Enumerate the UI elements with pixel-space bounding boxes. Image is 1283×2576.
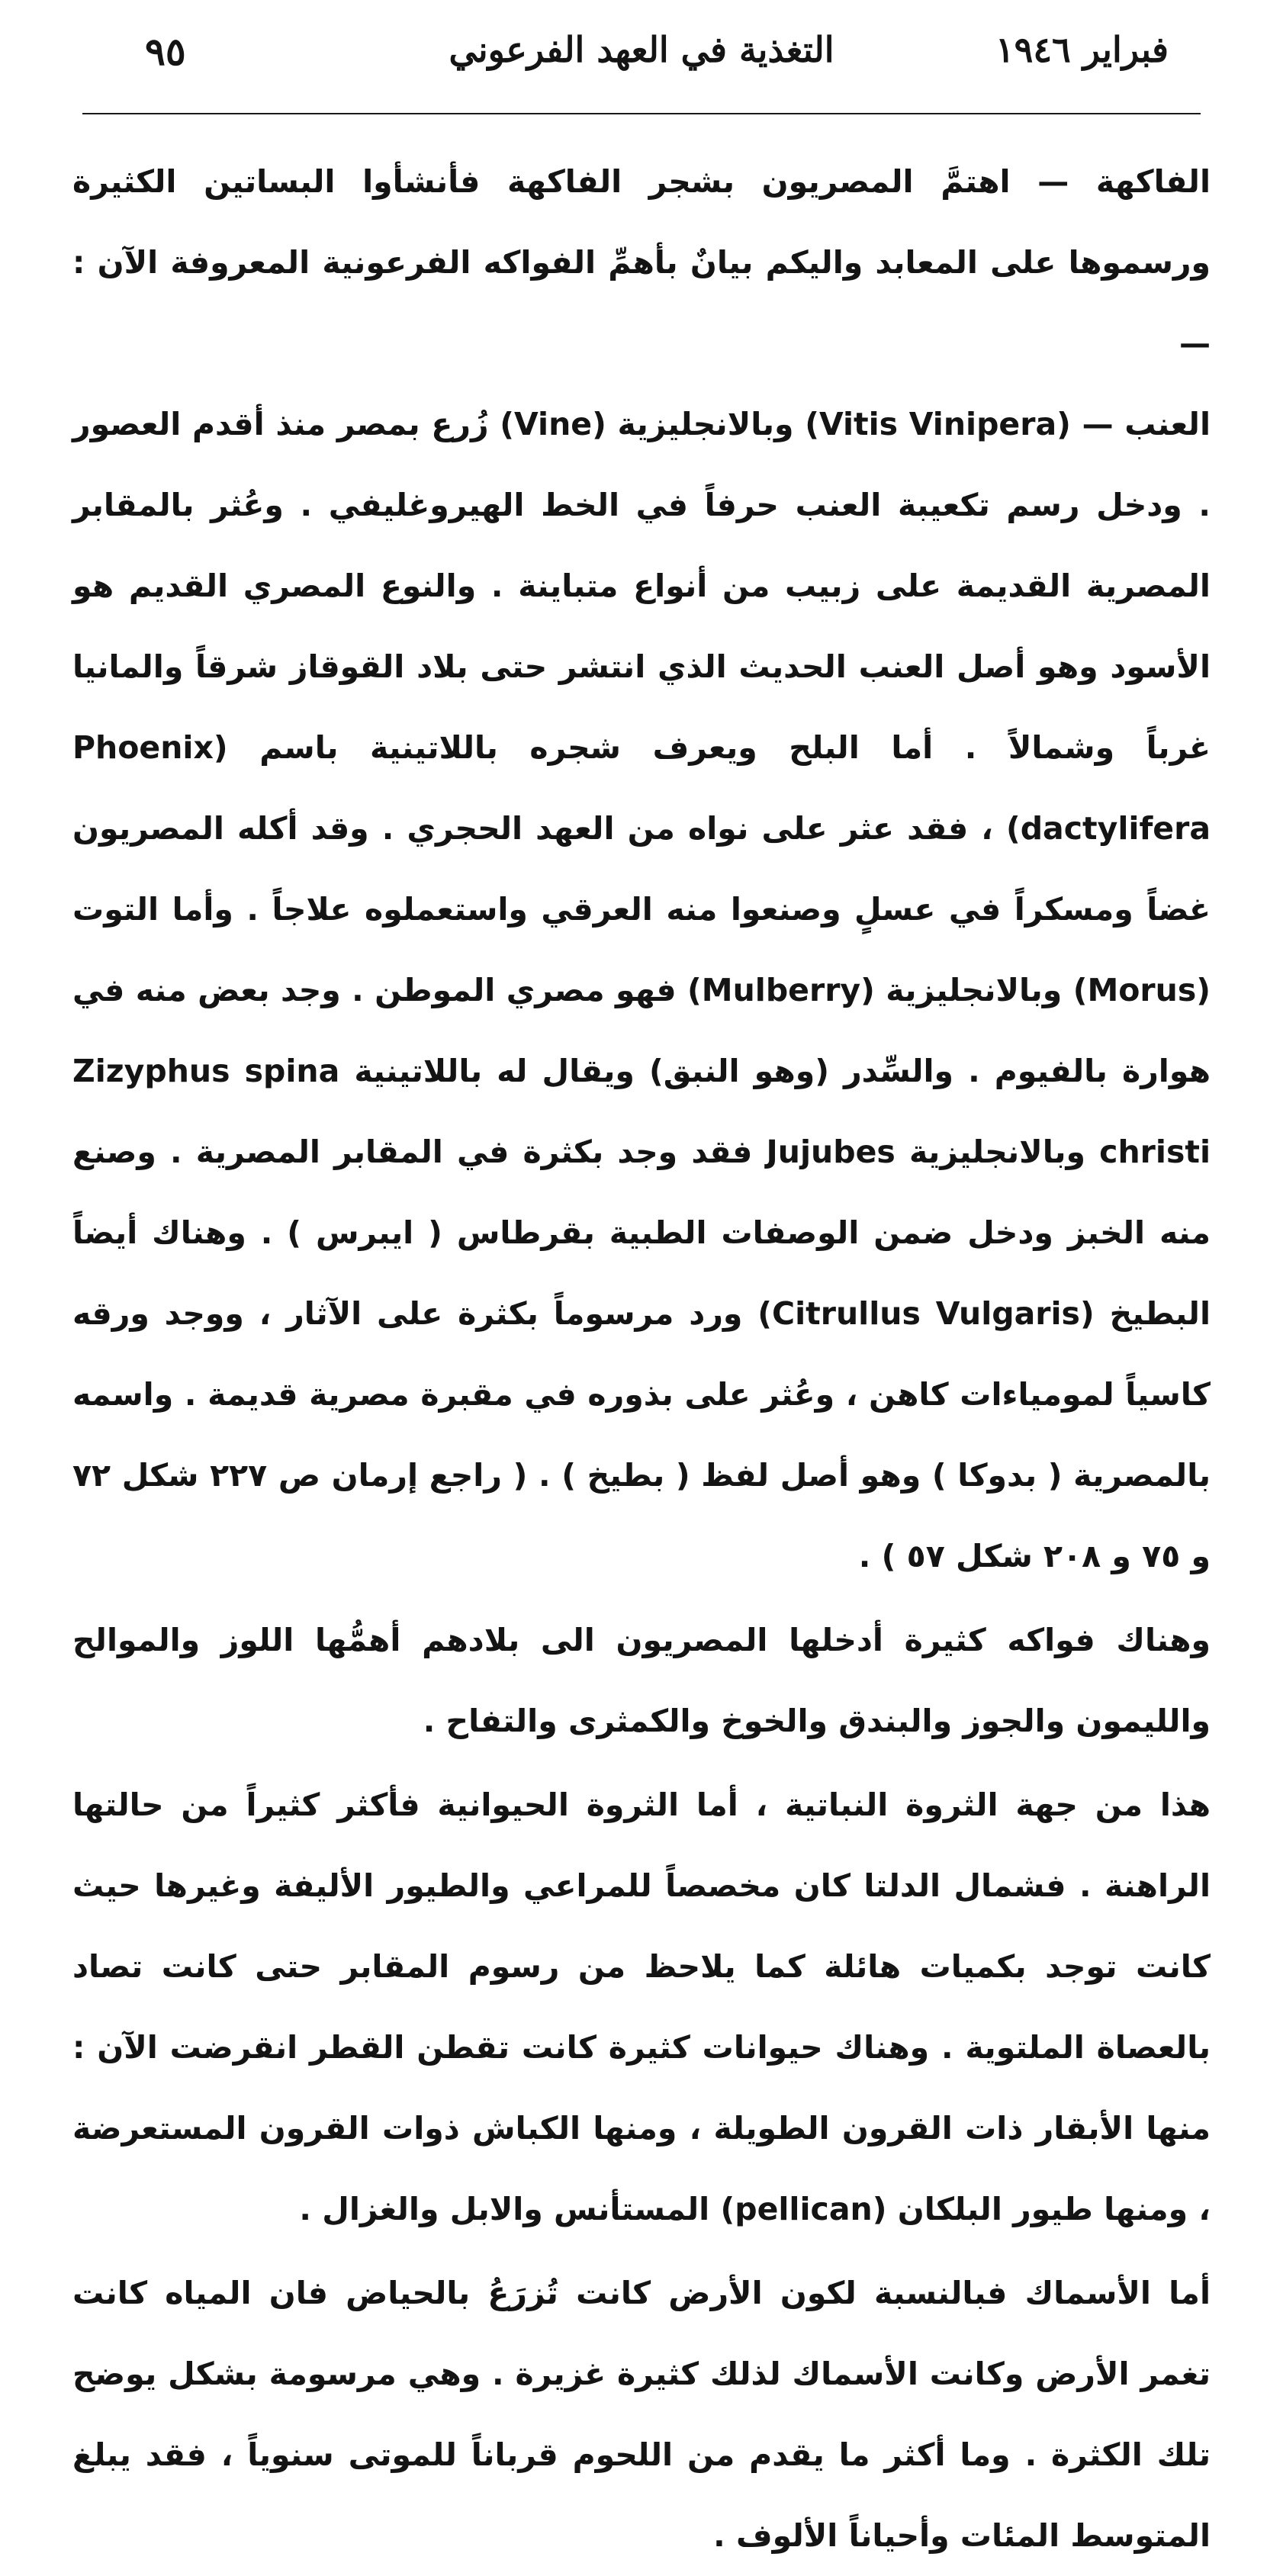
header-title: التغذية في العهد الفرعوني xyxy=(449,29,834,70)
header-divider xyxy=(82,113,1201,114)
article-body xyxy=(72,141,1211,2576)
paragraph-fish: أما الأسماك فبالنسبة لكون الأرض كانت تُزرَعُ بالحياض فان المياه كانت تغمر الأرض وكانت الأسماك لذلك كثيرة غزيرة . وهي مرسومة بشكل يوضح تلك الكثرة . وما أكثر ما يقدم من اللحوم قرباناً للموتى سنوياً ، فقد يبلغ المتوسط المئات وأحياناً الألوف . xyxy=(72,2275,1211,2554)
running-header xyxy=(114,29,1169,90)
page-number: ٩٥ xyxy=(145,29,186,74)
paragraph-imported-fruits: وهناك فواكه كثيرة أدخلها المصريون الى بلادهم أهمُّها اللوز والموالح والليمون والجوز والبندق والخوخ والكمثرى والتفاح . xyxy=(72,1622,1211,1739)
paragraph-animal-wealth: هذا من جهة الثروة النباتية ، أما الثروة الحيوانية فأكثر كثيراً من حالتها الراهنة . فشمال الدلتا كان مخصصاً للمراعي والطيور الأليفة وغيرها حيث كانت توجد بكميات هائلة كما يلاحظ من رسوم المقابر حتى كانت تصاد بالعصاة الملتوية . وهناك حيوانات كثيرة كانت تقطن القطر انقرضت الآن : منها الأبقار ذات القرون الطويلة ، ومنها الكباش ذوات القرون المستعرضة ، ومنها طيور البلكان (pellican) المستأنس والابل والغزال . xyxy=(72,1786,1211,2227)
header-date: فبراير ١٩٤٦ xyxy=(995,29,1169,70)
paragraph-fruit-list: العنب — (Vitis Vinipera) وبالانجليزية (Vine) زُرع بمصر منذ أقدم العصور . ودخل رسم تكعيبة العنب حرفاً في الخط الهيروغليفي . وعُثر بالمقابر المصرية القديمة على زبيب من أنواع متباينة . والنوع المصري القديم هو الأسود وهو أصل العنب الحديث الذي انتشر حتى بلاد القوقاز شرقاً والمانيا غرباً وشمالاً . أما البلح ويعرف شجره باللاتينية باسم (Phoenix dactylifera) ، فقد عثر على نواه من العهد الحجري . وقد أكله المصريون غضاً ومسكراً في عسلٍ وصنعوا منه العرقي واستعملوه علاجاً . وأما التوت (Morus) وبالانجليزية (Mulberry) فهو مصري الموطن . وجد بعض منه في هوارة بالفيوم . والسِّدر (وهو النبق) ويقال له باللاتينية Zizyphus spina christi وبالانجليزية Jujubes فقد وجد بكثرة في المقابر المصرية . وصنع منه الخبز ودخل ضمن الوصفات الطبية بقرطاس ( ايبرس ) . وهناك أيضاً البطيخ (Citrullus Vulgaris) ورد مرسوماً بكثرة على الآثار ، ووجد ورقه كاسياً لمومياءات كاهن ، وعُثر على بذوره في مقبرة مصرية قديمة . واسمه بالمصرية ( بدوكا ) وهو أصل لفظ ( بطيخ ) . ( راجع إرمان ص ٢٢٧ شكل ٧٢ و ٧٥ و ٢٠٨ شكل ٥٧ ) . xyxy=(72,406,1211,1574)
paragraph-fruits-intro: الفاكهة — اهتمَّ المصريون بشجر الفاكهة فأنشأوا البساتين الكثيرة ورسموها على المعابد واليكم بيانٌ بأهمِّ الفواكه الفرعونية المعروفة الآن : — xyxy=(72,163,1211,362)
